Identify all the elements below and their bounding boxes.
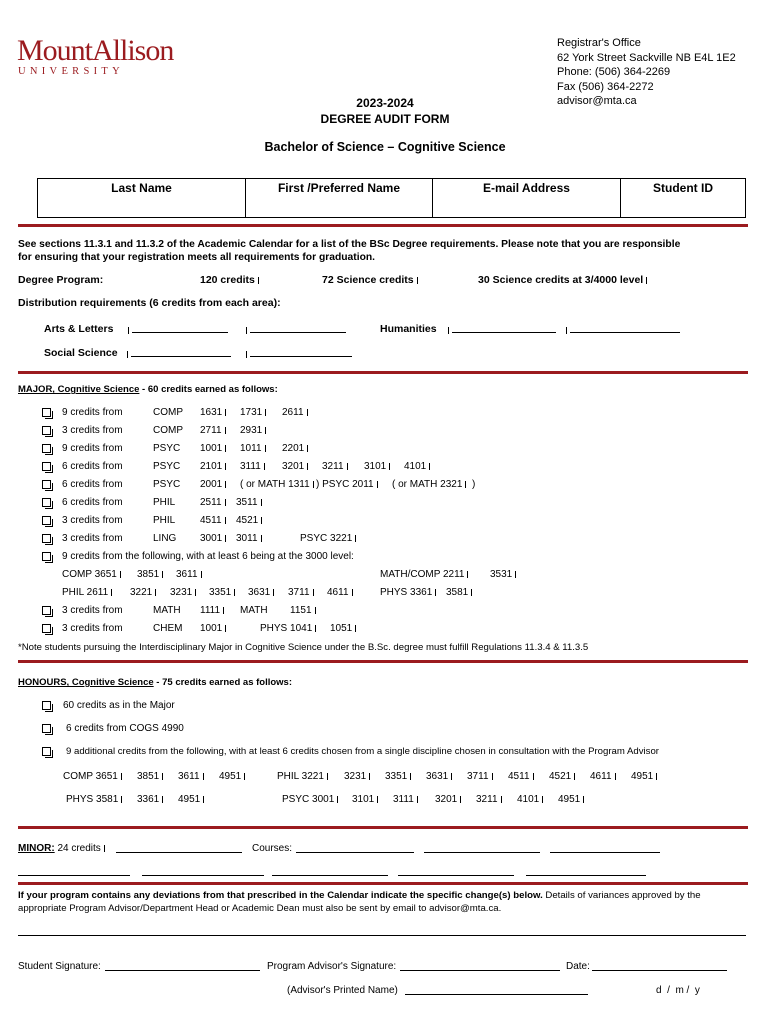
course-option[interactable] xyxy=(200,443,226,454)
course-number: 4611 xyxy=(327,587,349,598)
course-number: 2201 xyxy=(282,443,305,454)
course-option[interactable] xyxy=(236,497,262,508)
course-option[interactable] xyxy=(631,771,657,782)
course-option[interactable] xyxy=(393,794,418,805)
course-option[interactable] xyxy=(62,569,121,580)
course-option[interactable] xyxy=(549,771,575,782)
course-number: 3011 xyxy=(236,533,258,544)
course-option[interactable] xyxy=(240,407,266,418)
course-option[interactable] xyxy=(508,771,534,782)
row-credits: 6 credits from xyxy=(62,461,123,472)
social-science-label: Social Science xyxy=(44,347,118,359)
course-option[interactable] xyxy=(490,569,516,580)
course-option[interactable] xyxy=(282,461,308,472)
course-number: PHIL 2611 xyxy=(62,587,109,598)
course-option[interactable] xyxy=(385,771,411,782)
course-number: 4521 xyxy=(549,771,572,782)
course-option[interactable] xyxy=(248,587,274,598)
course-number: PHYS 3361 xyxy=(380,587,433,598)
credits-30-label: 30 Science credits at 3/4000 level xyxy=(478,274,644,286)
course-number: 3851 xyxy=(137,569,160,580)
honours-item-1: 60 credits as in the Major xyxy=(63,700,175,711)
course-number: 4101 xyxy=(517,794,540,805)
course-number: 4511 xyxy=(508,771,530,782)
course-option[interactable] xyxy=(63,771,122,782)
row-subject: PHIL xyxy=(153,497,176,508)
course-option[interactable] xyxy=(176,569,202,580)
course-number: 3221 xyxy=(130,587,153,598)
checkbox[interactable] xyxy=(42,624,51,633)
course-number: 3711 xyxy=(288,587,310,598)
degree-program-label: Degree Program: xyxy=(18,274,104,286)
course-option[interactable] xyxy=(380,569,468,580)
row-subject: COMP xyxy=(153,425,183,436)
course-option[interactable] xyxy=(200,407,226,418)
course-number: 4951 xyxy=(178,794,201,805)
course-option[interactable] xyxy=(277,771,328,782)
course-number: COMP 3651 xyxy=(63,771,118,782)
major-suffix: - 60 credits earned as follows: xyxy=(139,384,278,395)
checkbox[interactable] xyxy=(42,444,51,453)
row-credits: 6 credits from xyxy=(62,497,123,508)
course-option[interactable] xyxy=(344,771,370,782)
divider xyxy=(18,371,748,374)
course-option[interactable] xyxy=(130,587,156,598)
checkbox[interactable] xyxy=(42,426,51,435)
course-option[interactable] xyxy=(476,794,502,805)
registrar-email[interactable]: advisor@mta.ca xyxy=(557,95,637,107)
degree-credits-72[interactable] xyxy=(322,274,418,286)
course-number: MATH/COMP 2211 xyxy=(380,569,465,580)
minor-course-field[interactable] xyxy=(142,866,264,879)
course-number: 2611 xyxy=(282,407,304,418)
row-credits: 3 credits from xyxy=(62,623,123,634)
row-credits: 3 credits from xyxy=(62,515,123,526)
course-number: 4611 xyxy=(590,771,612,782)
row-subject: CHEM xyxy=(153,623,183,634)
course-number: PHIL 3221 xyxy=(277,771,324,782)
course-option[interactable] xyxy=(62,587,112,598)
row-subject-2: MATH xyxy=(240,605,268,616)
checkbox[interactable] xyxy=(42,724,51,733)
course-number: 3351 xyxy=(385,771,408,782)
course-option[interactable] xyxy=(558,794,584,805)
course-number: 3611 xyxy=(178,771,200,782)
minor-course-field[interactable] xyxy=(272,866,388,879)
course-number: 1151 xyxy=(290,605,312,616)
course-number: PHYS 1041 xyxy=(260,623,313,634)
course-option[interactable] xyxy=(282,443,308,454)
course-option[interactable] xyxy=(137,794,163,805)
minor-course-field[interactable] xyxy=(296,843,414,856)
course-number: 3611 xyxy=(176,569,198,580)
registrar-phone: Phone: (506) 364-2269 xyxy=(557,66,671,78)
arts-letters-field-2[interactable] xyxy=(246,323,346,336)
course-option[interactable] xyxy=(236,515,262,526)
minor-courses-label: Courses: xyxy=(252,843,293,854)
course-number: ( or MATH 2321 xyxy=(392,479,463,490)
intro-line-1: See sections 11.3.1 and 11.3.2 of the Academic Calendar for a list of the BSc Degree requirements. Please note that you are responsible xyxy=(18,239,681,250)
course-option[interactable] xyxy=(240,425,266,436)
intro-line-2: for ensuring that your registration meets all requirements for graduation. xyxy=(18,252,376,263)
course-option[interactable] xyxy=(426,771,452,782)
course-option[interactable] xyxy=(200,533,226,544)
minor-course-field[interactable] xyxy=(18,866,130,879)
checkbox[interactable] xyxy=(42,498,51,507)
course-number: 3101 xyxy=(352,794,375,805)
course-number: 2511 xyxy=(200,497,222,508)
course-option[interactable] xyxy=(178,794,204,805)
checkbox[interactable] xyxy=(42,534,51,543)
checkbox[interactable] xyxy=(42,552,51,561)
form-subtitle: Bachelor of Science – Cognitive Science xyxy=(264,140,506,154)
minor-course-field[interactable] xyxy=(424,843,540,856)
course-option[interactable] xyxy=(200,461,226,472)
course-number: 3211 xyxy=(322,461,344,472)
course-number: 2001 xyxy=(200,479,223,490)
deviation-rest: Details of variances approved by the xyxy=(542,890,701,901)
checkbox[interactable] xyxy=(42,408,51,417)
deviation-line-2: appropriate Program Advisor/Department Head or Academic Dean must also be sent by email to advisor@mta.ca. xyxy=(18,902,502,914)
row-credits: 3 credits from xyxy=(62,533,123,544)
credits-72-label: 72 Science credits xyxy=(322,274,414,286)
course-number: 3211 xyxy=(476,794,498,805)
date-label: Date: xyxy=(566,961,590,972)
course-number: 3111 xyxy=(393,794,414,805)
honours-heading xyxy=(18,677,292,688)
course-option[interactable] xyxy=(219,771,245,782)
honours-title: HONOURS, Cognitive Science xyxy=(18,677,154,688)
course-number: 1631 xyxy=(200,407,223,418)
course-number: 3351 xyxy=(209,587,232,598)
course-option[interactable] xyxy=(209,587,235,598)
humanities-label: Humanities xyxy=(380,323,437,335)
course-number: 4951 xyxy=(558,794,581,805)
row-subject: LING xyxy=(153,533,177,544)
row-subject: PHIL xyxy=(153,515,176,526)
course-number: 1731 xyxy=(240,407,263,418)
honours-item-3: 9 additional credits from the following, with at least 6 credits chosen from a single discipline chosen in consultation with the Program Advisor xyxy=(66,746,659,757)
checkbox[interactable] xyxy=(42,701,51,710)
first-name-cell[interactable] xyxy=(246,179,433,218)
course-option[interactable] xyxy=(435,794,461,805)
date-format-hint: d / m / y xyxy=(656,985,700,996)
course-option[interactable] xyxy=(404,461,430,472)
course-number: 3201 xyxy=(435,794,458,805)
form-year: 2023-2024 xyxy=(356,96,414,110)
course-number: 4521 xyxy=(236,515,259,526)
registrar-office: Registrar's Office xyxy=(557,37,641,49)
course-option[interactable] xyxy=(517,794,543,805)
course-option[interactable] xyxy=(322,461,348,472)
course-number: 2711 xyxy=(200,425,222,436)
course-option[interactable] xyxy=(316,479,378,490)
student-id-label: Student ID xyxy=(653,181,713,195)
advisor-printed-name-label: (Advisor's Printed Name) xyxy=(287,985,398,996)
course-number: PSYC 3001 xyxy=(282,794,335,805)
last-name-cell[interactable] xyxy=(38,179,246,218)
divider xyxy=(18,882,748,885)
minor-field[interactable] xyxy=(116,843,242,856)
course-number: 1051 xyxy=(330,623,353,634)
course-number: 1001 xyxy=(200,623,223,634)
course-option[interactable] xyxy=(170,587,196,598)
humanities-field-2[interactable] xyxy=(566,323,680,336)
university-logo-sub: UNIVERSITY xyxy=(18,66,124,77)
checkbox[interactable] xyxy=(42,516,51,525)
course-number: 4511 xyxy=(200,515,222,526)
course-option[interactable] xyxy=(260,623,316,634)
student-signature-label: Student Signature: xyxy=(18,961,101,972)
major-heading xyxy=(18,384,278,395)
course-option[interactable] xyxy=(352,794,378,805)
course-option[interactable] xyxy=(200,623,226,634)
row-subject: PSYC xyxy=(153,479,181,490)
course-option[interactable] xyxy=(327,587,353,598)
intro-text xyxy=(18,238,680,264)
student-signature-field[interactable] xyxy=(105,961,260,974)
divider xyxy=(18,224,748,227)
checkbox[interactable] xyxy=(42,480,51,489)
row-subject: MATH xyxy=(153,605,181,616)
course-number: ) PSYC 2011 xyxy=(316,479,374,490)
course-number: 1011 xyxy=(240,443,262,454)
checkbox[interactable] xyxy=(42,747,51,756)
course-option[interactable] xyxy=(392,479,466,490)
course-option[interactable] xyxy=(300,533,356,544)
course-option[interactable] xyxy=(282,794,338,805)
minor-course-field[interactable] xyxy=(550,843,660,856)
honours-suffix: - 75 credits earned as follows: xyxy=(153,677,292,688)
humanities-field-1[interactable] xyxy=(448,323,556,336)
registrar-fax: Fax (506) 364-2272 xyxy=(557,80,654,93)
last-name-label: Last Name xyxy=(111,181,172,195)
minor-course-field[interactable] xyxy=(398,866,514,879)
course-option[interactable] xyxy=(200,425,226,436)
course-number: 4101 xyxy=(404,461,427,472)
credits-120-label: 120 credits xyxy=(200,274,255,286)
minor-course-field[interactable] xyxy=(526,866,646,879)
course-number: 1111 xyxy=(200,605,221,616)
row-credits: 9 credits from xyxy=(62,407,123,418)
course-number: 2931 xyxy=(240,425,263,436)
course-number: 3111 xyxy=(240,461,261,472)
course-option[interactable] xyxy=(282,407,308,418)
major-title: MAJOR, Cognitive Science xyxy=(18,384,140,395)
student-info-table xyxy=(37,178,746,218)
row-credits: 3 credits from xyxy=(62,605,123,616)
course-number: 3851 xyxy=(137,771,160,782)
major-note: *Note students pursuing the Interdisciplinary Major in Cognitive Science under the B.Sc. degree must fulfill Regulations 11.3.4 & 11.3.5 xyxy=(18,642,589,653)
deviation-text xyxy=(18,890,701,915)
course-option[interactable] xyxy=(288,587,314,598)
registrar-street: 62 York Street Sackville NB E4L 1E2 xyxy=(557,51,736,64)
course-option[interactable] xyxy=(240,443,266,454)
course-option[interactable] xyxy=(137,569,163,580)
course-number: 3631 xyxy=(248,587,271,598)
course-option[interactable] xyxy=(137,771,163,782)
course-number: 3361 xyxy=(137,794,160,805)
row-subject: PSYC xyxy=(153,443,181,454)
degree-credits-120[interactable] xyxy=(200,274,259,286)
form-title: DEGREE AUDIT FORM xyxy=(320,112,450,126)
course-number: 3511 xyxy=(236,497,258,508)
row-subject: PSYC xyxy=(153,461,181,472)
course-option[interactable] xyxy=(590,771,616,782)
course-number: 3001 xyxy=(200,533,223,544)
university-logo-name: MountAllison xyxy=(17,34,174,67)
course-number: 3581 xyxy=(446,587,469,598)
course-option[interactable] xyxy=(236,533,262,544)
course-number: 3101 xyxy=(364,461,387,472)
advisor-signature-field[interactable] xyxy=(400,961,560,974)
course-number: PHYS 3581 xyxy=(66,794,119,805)
course-option[interactable] xyxy=(364,461,390,472)
email-cell[interactable] xyxy=(433,179,621,218)
degree-credits-30[interactable] xyxy=(478,274,647,286)
course-number: 3531 xyxy=(490,569,513,580)
social-science-field-2[interactable] xyxy=(246,347,352,360)
course-option[interactable] xyxy=(330,623,356,634)
row-subject: COMP xyxy=(153,407,183,418)
course-number: 4951 xyxy=(219,771,242,782)
checkbox[interactable] xyxy=(42,462,51,471)
course-option[interactable] xyxy=(240,479,314,490)
arts-letters-field-1[interactable] xyxy=(128,323,228,336)
course-option[interactable] xyxy=(200,497,226,508)
course-number: 3201 xyxy=(282,461,305,472)
course-option[interactable] xyxy=(200,605,224,616)
course-number: 3231 xyxy=(170,587,193,598)
course-number: 1001 xyxy=(200,443,223,454)
row-paren: ) xyxy=(472,479,476,490)
course-option[interactable] xyxy=(178,771,204,782)
arts-letters-label: Arts & Letters xyxy=(44,323,114,335)
course-option[interactable] xyxy=(446,587,472,598)
advisor-signature-label: Program Advisor's Signature: xyxy=(267,961,397,972)
row-credits: 9 credits from xyxy=(62,443,123,454)
course-number: COMP 3651 xyxy=(62,569,117,580)
minor-label: MINOR: xyxy=(18,843,55,854)
email-label: E-mail Address xyxy=(483,181,570,195)
deviation-bold: If your program contains any deviations from that prescribed in the Calendar indicate the specific change(s) below. xyxy=(18,890,543,901)
row-credits: 6 credits from xyxy=(62,479,123,490)
checkbox[interactable] xyxy=(42,606,51,615)
course-number: ( or MATH 1311 xyxy=(240,479,310,490)
distribution-label: Distribution requirements (6 credits from each area): xyxy=(18,297,281,309)
minor-credits: 24 credits xyxy=(54,843,101,854)
divider xyxy=(18,826,748,829)
student-id-cell[interactable] xyxy=(621,179,746,218)
course-number: 2101 xyxy=(200,461,223,472)
row-description: 9 credits from the following, with at least 6 being at the 3000 level: xyxy=(62,551,354,562)
social-science-field-1[interactable] xyxy=(127,347,231,360)
course-number: 3711 xyxy=(467,771,489,782)
date-field[interactable] xyxy=(592,961,727,974)
minor-heading xyxy=(18,843,105,854)
course-option[interactable] xyxy=(200,479,226,490)
course-option[interactable] xyxy=(380,587,436,598)
row-credits: 3 credits from xyxy=(62,425,123,436)
divider xyxy=(18,660,748,663)
course-number: 3631 xyxy=(426,771,449,782)
course-option[interactable] xyxy=(200,515,226,526)
honours-item-2: 6 credits from COGS 4990 xyxy=(66,723,184,734)
course-option[interactable] xyxy=(66,794,122,805)
deviation-field[interactable] xyxy=(18,926,746,939)
course-option[interactable] xyxy=(240,461,265,472)
advisor-printed-name-field[interactable] xyxy=(405,985,588,998)
course-number: 4951 xyxy=(631,771,654,782)
course-number: PSYC 3221 xyxy=(300,533,353,544)
first-name-label: First /Preferred Name xyxy=(277,181,401,195)
course-option[interactable] xyxy=(290,605,316,616)
course-option[interactable] xyxy=(467,771,493,782)
course-number: 3231 xyxy=(344,771,367,782)
